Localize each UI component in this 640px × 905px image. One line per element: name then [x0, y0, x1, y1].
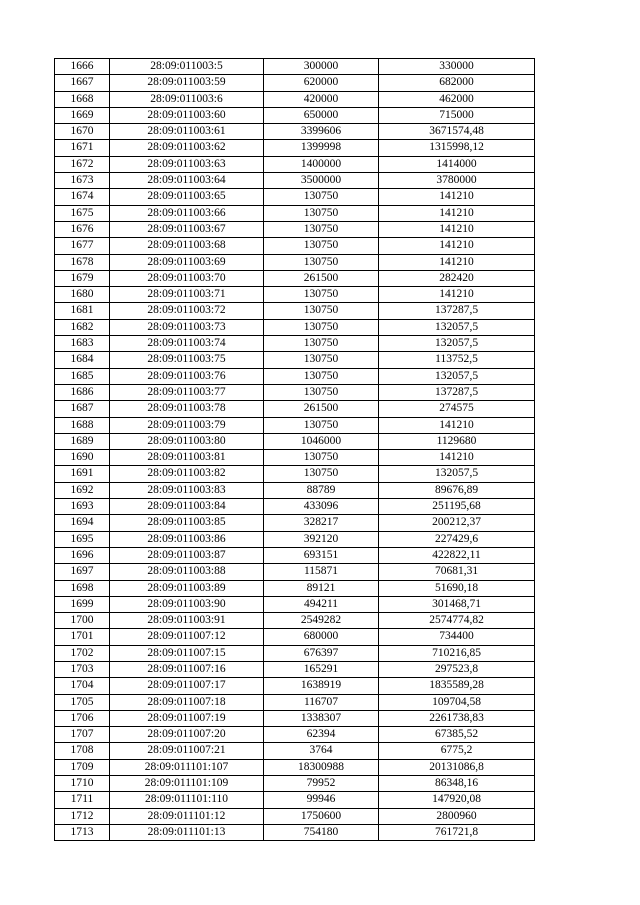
row-number-cell: 1705 [55, 694, 110, 710]
cadastral-number-cell: 28:09:011003:89 [110, 580, 264, 596]
adjusted-value-cell: 141210 [379, 287, 535, 303]
table-row [55, 384, 535, 400]
table-row [55, 613, 535, 629]
table-row [55, 238, 535, 254]
value-cell: 130750 [264, 221, 379, 237]
table-row [55, 531, 535, 547]
cadastral-number-cell: 28:09:011007:15 [110, 645, 264, 661]
table-row [55, 776, 535, 792]
row-number-cell: 1701 [55, 629, 110, 645]
row-number-cell: 1677 [55, 238, 110, 254]
value-cell: 130750 [264, 319, 379, 335]
row-number-cell: 1666 [55, 59, 110, 75]
cadastral-number-cell: 28:09:011003:80 [110, 433, 264, 449]
table-row [55, 727, 535, 743]
row-number-cell: 1699 [55, 596, 110, 612]
row-number-cell: 1668 [55, 91, 110, 107]
value-cell: 261500 [264, 401, 379, 417]
row-number-cell: 1709 [55, 759, 110, 775]
cadastral-number-cell: 28:09:011003:77 [110, 384, 264, 400]
value-cell: 115871 [264, 564, 379, 580]
adjusted-value-cell: 2261738,83 [379, 710, 535, 726]
adjusted-value-cell: 2800960 [379, 808, 535, 824]
table-row [55, 254, 535, 270]
adjusted-value-cell: 141210 [379, 417, 535, 433]
value-cell: 3399606 [264, 124, 379, 140]
value-cell: 392120 [264, 531, 379, 547]
row-number-cell: 1697 [55, 564, 110, 580]
cadastral-number-cell: 28:09:011007:18 [110, 694, 264, 710]
cadastral-number-cell: 28:09:011101:110 [110, 792, 264, 808]
table-body [55, 59, 535, 841]
row-number-cell: 1692 [55, 482, 110, 498]
adjusted-value-cell: 200212,37 [379, 515, 535, 531]
row-number-cell: 1700 [55, 613, 110, 629]
cadastral-number-cell: 28:09:011003:63 [110, 156, 264, 172]
value-cell: 18300988 [264, 759, 379, 775]
value-cell: 1638919 [264, 678, 379, 694]
table-row [55, 270, 535, 286]
cadastral-number-cell: 28:09:011003:83 [110, 482, 264, 498]
table-row [55, 743, 535, 759]
cadastral-number-cell: 28:09:011101:13 [110, 824, 264, 840]
value-cell: 420000 [264, 91, 379, 107]
table-row [55, 401, 535, 417]
table-row [55, 450, 535, 466]
value-cell: 261500 [264, 270, 379, 286]
adjusted-value-cell: 141210 [379, 450, 535, 466]
adjusted-value-cell: 70681,31 [379, 564, 535, 580]
table-row [55, 596, 535, 612]
row-number-cell: 1685 [55, 368, 110, 384]
row-number-cell: 1680 [55, 287, 110, 303]
adjusted-value-cell: 227429,6 [379, 531, 535, 547]
row-number-cell: 1691 [55, 466, 110, 482]
value-cell: 79952 [264, 776, 379, 792]
table-row [55, 759, 535, 775]
table-row [55, 107, 535, 123]
value-cell: 680000 [264, 629, 379, 645]
cadastral-number-cell: 28:09:011003:86 [110, 531, 264, 547]
adjusted-value-cell: 141210 [379, 238, 535, 254]
adjusted-value-cell: 113752,5 [379, 352, 535, 368]
cadastral-number-cell: 28:09:011003:75 [110, 352, 264, 368]
adjusted-value-cell: 715000 [379, 107, 535, 123]
row-number-cell: 1686 [55, 384, 110, 400]
row-number-cell: 1688 [55, 417, 110, 433]
row-number-cell: 1687 [55, 401, 110, 417]
table-row [55, 173, 535, 189]
row-number-cell: 1672 [55, 156, 110, 172]
value-cell: 88789 [264, 482, 379, 498]
table-row [55, 417, 535, 433]
cadastral-number-cell: 28:09:011003:71 [110, 287, 264, 303]
cadastral-number-cell: 28:09:011003:87 [110, 547, 264, 563]
adjusted-value-cell: 109704,58 [379, 694, 535, 710]
adjusted-value-cell: 3780000 [379, 173, 535, 189]
row-number-cell: 1681 [55, 303, 110, 319]
table-row [55, 352, 535, 368]
table-row [55, 792, 535, 808]
table-row [55, 499, 535, 515]
value-cell: 2549282 [264, 613, 379, 629]
adjusted-value-cell: 137287,5 [379, 303, 535, 319]
adjusted-value-cell: 761721,8 [379, 824, 535, 840]
table-row [55, 466, 535, 482]
row-number-cell: 1674 [55, 189, 110, 205]
table-row [55, 808, 535, 824]
table-row [55, 221, 535, 237]
value-cell: 130750 [264, 368, 379, 384]
value-cell: 130750 [264, 417, 379, 433]
row-number-cell: 1678 [55, 254, 110, 270]
row-number-cell: 1670 [55, 124, 110, 140]
table-row [55, 319, 535, 335]
row-number-cell: 1667 [55, 75, 110, 91]
row-number-cell: 1671 [55, 140, 110, 156]
cadastral-number-cell: 28:09:011003:67 [110, 221, 264, 237]
adjusted-value-cell: 132057,5 [379, 336, 535, 352]
cadastral-number-cell: 28:09:011003:60 [110, 107, 264, 123]
row-number-cell: 1669 [55, 107, 110, 123]
adjusted-value-cell: 734400 [379, 629, 535, 645]
cadastral-number-cell: 28:09:011007:20 [110, 727, 264, 743]
row-number-cell: 1713 [55, 824, 110, 840]
table-row [55, 515, 535, 531]
table-row [55, 678, 535, 694]
data-table [54, 58, 535, 841]
cadastral-number-cell: 28:09:011003:65 [110, 189, 264, 205]
value-cell: 693151 [264, 547, 379, 563]
table-row [55, 75, 535, 91]
row-number-cell: 1708 [55, 743, 110, 759]
row-number-cell: 1673 [55, 173, 110, 189]
cadastral-number-cell: 28:09:011003:73 [110, 319, 264, 335]
value-cell: 165291 [264, 661, 379, 677]
adjusted-value-cell: 147920,08 [379, 792, 535, 808]
row-number-cell: 1704 [55, 678, 110, 694]
table-row [55, 205, 535, 221]
cadastral-number-cell: 28:09:011003:90 [110, 596, 264, 612]
adjusted-value-cell: 86348,16 [379, 776, 535, 792]
table-row [55, 433, 535, 449]
cadastral-number-cell: 28:09:011003:64 [110, 173, 264, 189]
row-number-cell: 1679 [55, 270, 110, 286]
adjusted-value-cell: 710216,85 [379, 645, 535, 661]
cadastral-number-cell: 28:09:011003:76 [110, 368, 264, 384]
row-number-cell: 1676 [55, 221, 110, 237]
cadastral-number-cell: 28:09:011003:6 [110, 91, 264, 107]
row-number-cell: 1696 [55, 547, 110, 563]
value-cell: 300000 [264, 59, 379, 75]
table-row [55, 694, 535, 710]
adjusted-value-cell: 20131086,8 [379, 759, 535, 775]
row-number-cell: 1710 [55, 776, 110, 792]
cadastral-number-cell: 28:09:011007:21 [110, 743, 264, 759]
adjusted-value-cell: 141210 [379, 189, 535, 205]
table-row [55, 189, 535, 205]
cadastral-number-cell: 28:09:011007:17 [110, 678, 264, 694]
adjusted-value-cell: 132057,5 [379, 368, 535, 384]
adjusted-value-cell: 274575 [379, 401, 535, 417]
value-cell: 1338307 [264, 710, 379, 726]
adjusted-value-cell: 3671574,48 [379, 124, 535, 140]
cadastral-number-cell: 28:09:011003:66 [110, 205, 264, 221]
table-row [55, 336, 535, 352]
value-cell: 1046000 [264, 433, 379, 449]
value-cell: 130750 [264, 352, 379, 368]
adjusted-value-cell: 330000 [379, 59, 535, 75]
cadastral-number-cell: 28:09:011003:62 [110, 140, 264, 156]
adjusted-value-cell: 51690,18 [379, 580, 535, 596]
cadastral-number-cell: 28:09:011003:72 [110, 303, 264, 319]
cadastral-number-cell: 28:09:011101:109 [110, 776, 264, 792]
cadastral-number-cell: 28:09:011003:68 [110, 238, 264, 254]
adjusted-value-cell: 132057,5 [379, 466, 535, 482]
table-row [55, 710, 535, 726]
value-cell: 130750 [264, 189, 379, 205]
cadastral-number-cell: 28:09:011003:82 [110, 466, 264, 482]
cadastral-number-cell: 28:09:011003:70 [110, 270, 264, 286]
adjusted-value-cell: 422822,11 [379, 547, 535, 563]
adjusted-value-cell: 141210 [379, 221, 535, 237]
table-row [55, 59, 535, 75]
row-number-cell: 1682 [55, 319, 110, 335]
row-number-cell: 1693 [55, 499, 110, 515]
value-cell: 130750 [264, 466, 379, 482]
cadastral-number-cell: 28:09:011003:74 [110, 336, 264, 352]
row-number-cell: 1694 [55, 515, 110, 531]
row-number-cell: 1689 [55, 433, 110, 449]
table-row [55, 661, 535, 677]
adjusted-value-cell: 282420 [379, 270, 535, 286]
row-number-cell: 1675 [55, 205, 110, 221]
cadastral-number-cell: 28:09:011007:12 [110, 629, 264, 645]
adjusted-value-cell: 1129680 [379, 433, 535, 449]
cadastral-number-cell: 28:09:011007:16 [110, 661, 264, 677]
value-cell: 130750 [264, 384, 379, 400]
row-number-cell: 1711 [55, 792, 110, 808]
table-row [55, 156, 535, 172]
row-number-cell: 1695 [55, 531, 110, 547]
cadastral-number-cell: 28:09:011003:91 [110, 613, 264, 629]
table-row [55, 124, 535, 140]
value-cell: 130750 [264, 336, 379, 352]
adjusted-value-cell: 141210 [379, 205, 535, 221]
adjusted-value-cell: 301468,71 [379, 596, 535, 612]
value-cell: 130750 [264, 205, 379, 221]
cadastral-number-cell: 28:09:011003:61 [110, 124, 264, 140]
row-number-cell: 1712 [55, 808, 110, 824]
adjusted-value-cell: 682000 [379, 75, 535, 91]
table-row [55, 547, 535, 563]
value-cell: 99946 [264, 792, 379, 808]
value-cell: 3764 [264, 743, 379, 759]
value-cell: 130750 [264, 303, 379, 319]
value-cell: 754180 [264, 824, 379, 840]
adjusted-value-cell: 1835589,28 [379, 678, 535, 694]
value-cell: 89121 [264, 580, 379, 596]
row-number-cell: 1698 [55, 580, 110, 596]
cadastral-number-cell: 28:09:011101:12 [110, 808, 264, 824]
adjusted-value-cell: 2574774,82 [379, 613, 535, 629]
adjusted-value-cell: 1315998,12 [379, 140, 535, 156]
value-cell: 1400000 [264, 156, 379, 172]
adjusted-value-cell: 297523,8 [379, 661, 535, 677]
value-cell: 1399998 [264, 140, 379, 156]
cadastral-number-cell: 28:09:011003:78 [110, 401, 264, 417]
table-row [55, 140, 535, 156]
adjusted-value-cell: 6775,2 [379, 743, 535, 759]
value-cell: 433096 [264, 499, 379, 515]
row-number-cell: 1683 [55, 336, 110, 352]
value-cell: 130750 [264, 287, 379, 303]
table-row [55, 629, 535, 645]
table-row [55, 580, 535, 596]
value-cell: 130750 [264, 450, 379, 466]
value-cell: 130750 [264, 238, 379, 254]
row-number-cell: 1703 [55, 661, 110, 677]
value-cell: 328217 [264, 515, 379, 531]
row-number-cell: 1702 [55, 645, 110, 661]
cadastral-number-cell: 28:09:011003:88 [110, 564, 264, 580]
row-number-cell: 1707 [55, 727, 110, 743]
table-row [55, 482, 535, 498]
adjusted-value-cell: 1414000 [379, 156, 535, 172]
adjusted-value-cell: 141210 [379, 254, 535, 270]
row-number-cell: 1706 [55, 710, 110, 726]
cadastral-number-cell: 28:09:011003:81 [110, 450, 264, 466]
adjusted-value-cell: 462000 [379, 91, 535, 107]
table-row [55, 287, 535, 303]
table-row [55, 368, 535, 384]
adjusted-value-cell: 132057,5 [379, 319, 535, 335]
value-cell: 130750 [264, 254, 379, 270]
row-number-cell: 1690 [55, 450, 110, 466]
value-cell: 620000 [264, 75, 379, 91]
cadastral-number-cell: 28:09:011101:107 [110, 759, 264, 775]
adjusted-value-cell: 89676,89 [379, 482, 535, 498]
value-cell: 676397 [264, 645, 379, 661]
cadastral-number-cell: 28:09:011003:85 [110, 515, 264, 531]
value-cell: 3500000 [264, 173, 379, 189]
value-cell: 116707 [264, 694, 379, 710]
table-row [55, 91, 535, 107]
cadastral-number-cell: 28:09:011007:19 [110, 710, 264, 726]
value-cell: 62394 [264, 727, 379, 743]
table-row [55, 645, 535, 661]
adjusted-value-cell: 137287,5 [379, 384, 535, 400]
value-cell: 494211 [264, 596, 379, 612]
value-cell: 1750600 [264, 808, 379, 824]
cadastral-number-cell: 28:09:011003:79 [110, 417, 264, 433]
row-number-cell: 1684 [55, 352, 110, 368]
adjusted-value-cell: 67385,52 [379, 727, 535, 743]
adjusted-value-cell: 251195,68 [379, 499, 535, 515]
cadastral-number-cell: 28:09:011003:84 [110, 499, 264, 515]
cadastral-number-cell: 28:09:011003:5 [110, 59, 264, 75]
table-row [55, 303, 535, 319]
cadastral-number-cell: 28:09:011003:59 [110, 75, 264, 91]
table-row [55, 824, 535, 840]
value-cell: 650000 [264, 107, 379, 123]
cadastral-number-cell: 28:09:011003:69 [110, 254, 264, 270]
table-row [55, 564, 535, 580]
